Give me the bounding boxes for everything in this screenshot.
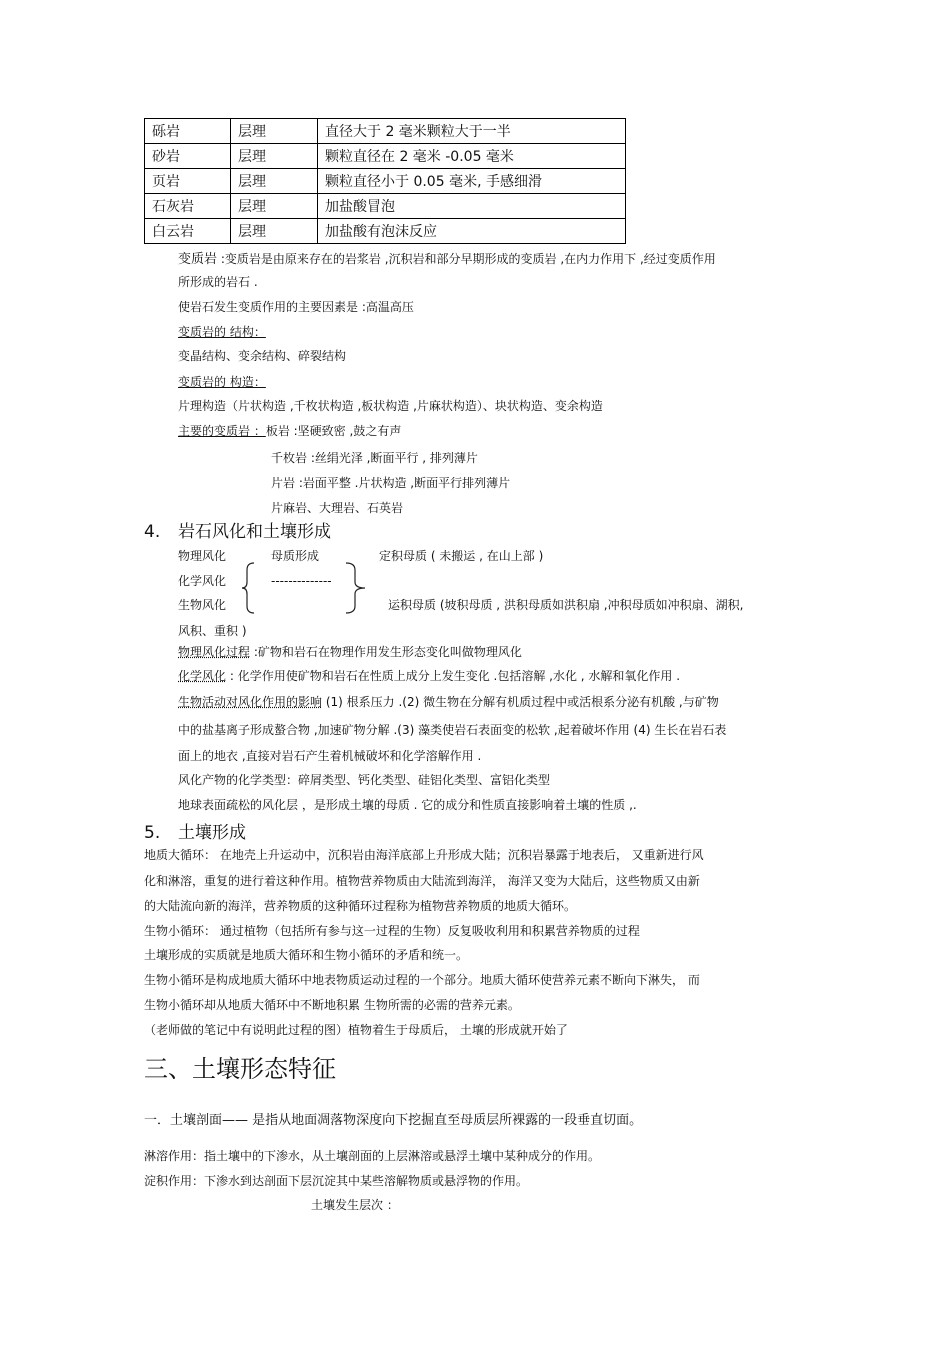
rock-name-cell: 白云岩 [145,219,231,244]
illuviation-definition: 淀积作用：下渗水到达剖面下层沉淀其中某些溶解物质或悬浮物的作用。 [144,1174,529,1188]
chemical-weathering: 化学风化 : 化学作用使矿物和岩石在性质上成分上发生变化 .包括溶解 ,水化 , 水解和氧化作用 . [178,669,681,683]
phyllite-line: 千枚岩 :丝绢光泽 ,断面平行 , 排列薄片 [271,451,478,465]
rock-feature-cell: 加盐酸冒泡 [318,194,626,219]
paragraph-line: 地质大循环： 在地壳上升运动中，沉积岩由海洋底部上升形成大陆；沉积岩暴露于地表后， 又重新进行风 [144,848,704,862]
paragraph-line: 生物小循环： 通过植物（包括所有参与这一过程的生物）反复吸收利用和积累营养物质的过程 [144,924,640,938]
rock-structure-cell: 层理 [231,119,318,144]
dash-line: -------------- [271,574,332,588]
rock-structure-cell: 层理 [231,169,318,194]
rock-feature-cell: 颗粒直径在 2 毫米 -0.05 毫米 [318,144,626,169]
rock-name-cell: 页岩 [145,169,231,194]
rock-structure-cell: 层理 [231,219,318,244]
transported-parent-material-cont: 风积、重积 ) [178,624,247,638]
biological-weathering: 生物活动对风化作用的影响 (1) 根系压力 .(2) 微生物在分解有机质过程中或活根系分泌有机酸 ,与矿物 [178,695,719,709]
sedimentary-rock-table [144,118,626,244]
table-row [145,169,626,194]
metamorphic-structure-label: 变质岩的 结构： [178,325,266,339]
metamorphic-factors: 使岩石发生变质作用的主要因素是 :高温高压 [178,300,414,314]
paragraph-line: 生物小循环却从地质大循环中不断地积累 生物所需的必需的营养元素。 [144,998,520,1012]
weathering-type-biological: 生物风化 [178,598,227,612]
weathering-layer: 地球表面疏松的风化层 ，是形成土壤的母质 . 它的成分和性质直接影响着土壤的性质 ,. [178,798,637,812]
section-4-number: 4. [144,522,161,542]
weathering-type-chemical: 化学风化 [178,574,227,588]
table-row [145,194,626,219]
metamorphic-structure-text: 变晶结构、变余结构、碎裂结构 [178,349,347,363]
biological-weathering-cont: 中的盐基离子形成螯合物 ,加速矿物分解 .(3) 藻类使岩石表面变的松软 ,起着破坏作用 (4) 生长在岩石表 [178,723,727,737]
table-row [145,219,626,244]
eluviation-definition: 淋溶作用：指土壤中的下渗水，从土壤剖面的上层淋溶或悬浮土壤中某种成分的作用。 [144,1149,601,1163]
metamorphic-definition-cont: 所形成的岩石 . [178,275,258,289]
table-row [145,119,626,144]
main-metamorphic-rocks: 主要的变质岩 ：板岩 :坚硬致密 ,鼓之有声 [178,424,402,438]
sedentary-parent-material: 定积母质 ( 未搬运 , 在山上部 ) [379,549,544,563]
paragraph-line: 生物小循环是构成地质大循环中地表物质运动过程的一个部分。地质大循环使营养元素不断向下淋失， 而 [144,973,700,987]
right-brace-icon [344,562,368,614]
weathering-products: 风化产物的化学类型：碎屑类型、钙化类型、硅铝化类型、富铝化类型 [178,773,551,787]
schist-line: 片岩 :岩面平整 .片状构造 ,断面平行排列薄片 [271,476,511,490]
paragraph-line: 土壤形成的实质就是地质大循环和生物小循环的矛盾和统一。 [144,948,469,962]
left-brace-icon [240,562,256,614]
rock-structure-cell: 层理 [231,144,318,169]
paragraph-line: 化和淋溶，重复的进行着这种作用。植物营养物质由大陆流到海洋， 海洋又变为大陆后，这些物质又由新 [144,874,700,888]
biological-weathering-cont-2: 面上的地衣 ,直接对岩石产生着机械破坏和化学溶解作用 . [178,749,482,763]
transported-parent-material: 运积母质 (坡积母质 , 洪积母质如洪积扇 ,冲积母质如冲积扇、湖积, [388,598,744,612]
rock-feature-cell: 颗粒直径小于 0.05 毫米, 手感细滑 [318,169,626,194]
section-5-number: 5. [144,823,161,843]
rock-name-cell: 砂岩 [145,144,231,169]
rock-feature-cell: 加盐酸有泡沫反应 [318,219,626,244]
rock-structure-cell: 层理 [231,194,318,219]
rock-name-cell: 石灰岩 [145,194,231,219]
parent-material-formation: 母质形成 [271,549,320,563]
physical-weathering-process: 物理风化过程 :矿物和岩石在物理作用发生形态变化叫做物理风化 [178,645,522,659]
paragraph-line: （老师做的笔记中有说明此过程的图）植物着生于母质后， 土壤的形成就开始了 [144,1023,568,1037]
metamorphic-texture-label: 变质岩的 构造： [178,375,266,389]
metamorphic-texture-text: 片理构造（片状构造 ,千枚状构造 ,板状构造 ,片麻状构造）、块状构造、变余构造 [178,399,603,413]
metamorphic-definition: 变质岩 :变质岩是由原来存在的岩浆岩 ,沉积岩和部分早期形成的变质岩 ,在内力作用下 ,经过变质作用 [178,252,716,267]
weathering-type-physical: 物理风化 [178,549,227,563]
soil-horizons-label: 土壤发生层次 ： [311,1198,399,1212]
rock-feature-cell: 直径大于 2 毫米颗粒大于一半 [318,119,626,144]
soil-profile-definition: 一．土壤剖面—— 是指从地面凋落物深度向下挖掘直至母质层所裸露的一段垂直切面。 [144,1113,643,1128]
gneiss-line: 片麻岩、大理岩、石英岩 [271,501,404,515]
rock-name-cell: 砾岩 [145,119,231,144]
table-row [145,144,626,169]
chapter-heading: 三、土壤形态特征 [144,1055,336,1083]
paragraph-line: 的大陆流向新的海洋，营养物质的这种循环过程称为植物营养物质的地质大循环。 [144,899,577,913]
section-4-title: 岩石风化和土壤形成 [178,522,331,542]
section-5-title: 土壤形成 [178,823,246,843]
